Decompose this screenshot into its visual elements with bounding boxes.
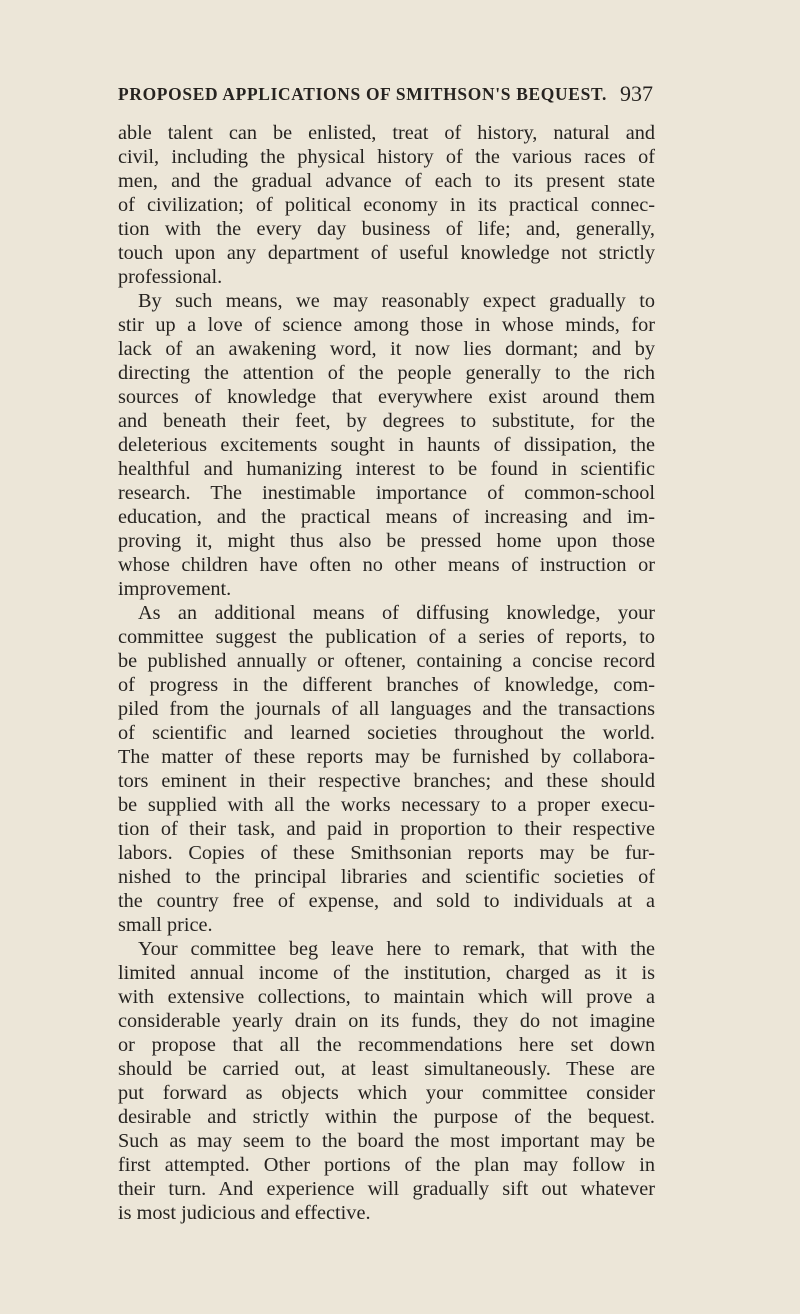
text-line: or propose that all the recommendations here set down (118, 1034, 655, 1056)
text-line: The matter of these reports may be furnished by collabora- (118, 746, 655, 768)
text-line: civil, including the physical history of the various races of (118, 146, 655, 168)
text-line: be published annually or oftener, containing a concise record (118, 650, 655, 672)
text-line: of scientific and learned societies throughout the world. (118, 722, 655, 744)
text-line: stir up a love of science among those in whose minds, for (118, 314, 655, 336)
text-line: put forward as objects which your committee consider (118, 1082, 655, 1104)
paragraph (118, 601, 655, 937)
text-line: should be carried out, at least simultaneously. These are (118, 1058, 655, 1080)
text-line: is most judicious and effective. (118, 1202, 371, 1224)
text-line: Such as may seem to the board the most important may be (118, 1130, 655, 1152)
text-line: deleterious excitements sought in haunts of dissipation, the (118, 434, 655, 456)
text-line: small price. (118, 914, 213, 936)
text-line: be supplied with all the works necessary to a proper execu- (118, 794, 655, 816)
text-line: As an additional means of diffusing knowledge, your (138, 602, 655, 624)
paragraph (118, 937, 655, 1225)
text-line: research. The inestimable importance of common-school (118, 482, 655, 504)
text-line: touch upon any department of useful knowledge not strictly (118, 242, 655, 264)
text-line: directing the attention of the people generally to the rich (118, 362, 655, 384)
page-number: 937 (620, 81, 653, 106)
text-line: men, and the gradual advance of each to its present state (118, 170, 655, 192)
text-line: committee suggest the publication of a series of reports, to (118, 626, 655, 648)
text-line: tion of their task, and paid in proportion to their respective (118, 818, 655, 840)
text-line: professional. (118, 266, 223, 288)
text-line: education, and the practical means of increasing and im- (118, 506, 655, 528)
text-line: tion with the every day business of life; and, generally, (118, 218, 655, 240)
text-line: improvement. (118, 578, 232, 600)
text-line: By such means, we may reasonably expect gradually to (138, 290, 655, 312)
text-line: whose children have often no other means of instruction or (118, 554, 655, 576)
text-line: nished to the principal libraries and scientific societies of (118, 866, 655, 888)
text-line: Your committee beg leave here to remark, that with the (138, 938, 655, 960)
text-line: lack of an awakening word, it now lies dormant; and by (118, 338, 655, 360)
running-head (118, 81, 653, 110)
text-line: their turn. And experience will gradually sift out whatever (118, 1178, 655, 1200)
text-line: of progress in the different branches of knowledge, com- (118, 674, 655, 696)
text-line: tors eminent in their respective branches; and these should (118, 770, 655, 792)
text-line: considerable yearly drain on its funds, they do not imagine (118, 1010, 655, 1032)
text-line: desirable and strictly within the purpose of the bequest. (118, 1106, 655, 1128)
paragraph (118, 121, 655, 289)
paragraph (118, 289, 655, 601)
text-line: limited annual income of the institution, charged as it is (118, 962, 655, 984)
text-line: with extensive collections, to maintain which will prove a (118, 986, 655, 1008)
text-line: the country free of expense, and sold to individuals at a (118, 890, 655, 912)
text-line: of civilization; of political economy in its practical connec- (118, 194, 655, 216)
text-line: and beneath their feet, by degrees to substitute, for the (118, 410, 655, 432)
text-line: labors. Copies of these Smithsonian reports may be fur- (118, 842, 655, 864)
text-line: able talent can be enlisted, treat of history, natural and (118, 122, 655, 144)
running-title: PROPOSED APPLICATIONS OF SMITHSON'S BEQUEST. (118, 84, 608, 104)
text-line: first attempted. Other portions of the plan may follow in (118, 1154, 655, 1176)
text-line: sources of knowledge that everywhere exist around them (118, 386, 655, 408)
body-text (118, 121, 655, 1225)
text-line: piled from the journals of all languages and the transactions (118, 698, 655, 720)
text-line: healthful and humanizing interest to be found in scientific (118, 458, 655, 480)
text-line: proving it, might thus also be pressed home upon those (118, 530, 655, 552)
